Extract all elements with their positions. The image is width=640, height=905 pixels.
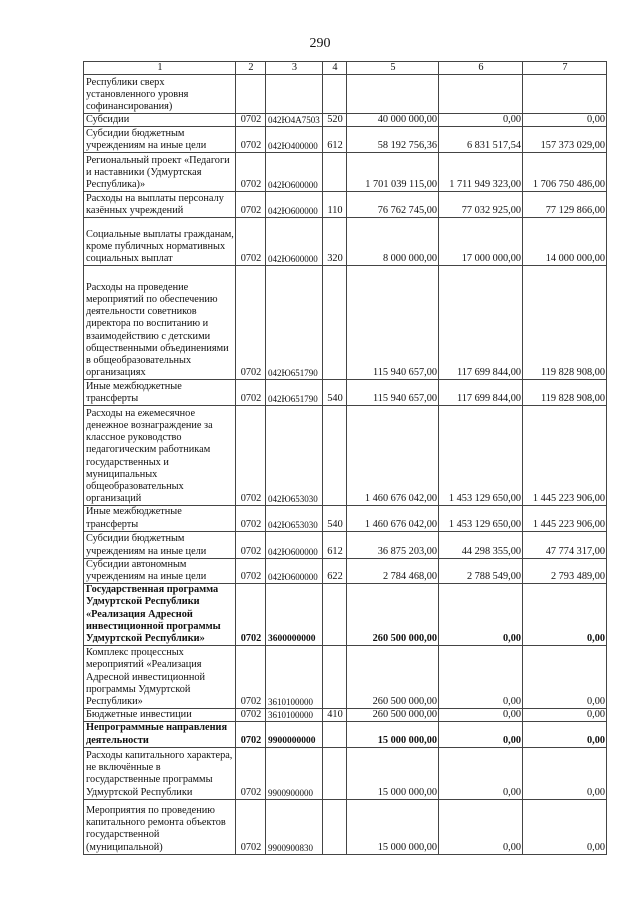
section-code: 0702: [236, 114, 266, 127]
row-name: Мероприятия по проведению капитального ремонта объектов государственной (муниципальной): [84, 799, 236, 854]
section-code: 0702: [236, 709, 266, 722]
table-row: [84, 584, 607, 646]
amount-col6: 0,00: [439, 114, 523, 127]
target-code: 042Ю600000: [266, 153, 323, 192]
amount-col5: 260 500 000,00: [347, 709, 439, 722]
amount-col7: 0,00: [523, 646, 607, 709]
section-code: 0702: [236, 747, 266, 799]
target-code: 042Ю600000: [266, 558, 323, 583]
table-row: [84, 646, 607, 709]
amount-col6: 0,00: [439, 584, 523, 646]
section-code: 0702: [236, 153, 266, 192]
expense-type: 320: [323, 218, 347, 266]
section-code: 0702: [236, 531, 266, 558]
amount-col7: 47 774 317,00: [523, 531, 607, 558]
amount-col6: 0,00: [439, 799, 523, 854]
table-row: [84, 114, 607, 127]
amount-col7: 0,00: [523, 114, 607, 127]
table-row: [84, 709, 607, 722]
expense-type: [323, 153, 347, 192]
expense-type: 110: [323, 192, 347, 218]
amount-col6: 17 000 000,00: [439, 218, 523, 266]
table-row: [84, 218, 607, 266]
table-row: [84, 192, 607, 218]
amount-col6: 1 453 129 650,00: [439, 406, 523, 506]
amount-col6: 2 788 549,00: [439, 558, 523, 583]
section-code: 0702: [236, 506, 266, 531]
section-code: 0702: [236, 192, 266, 218]
amount-col6: 1 711 949 323,00: [439, 153, 523, 192]
target-code: 3610100000: [266, 646, 323, 709]
amount-col7: 0,00: [523, 584, 607, 646]
target-code: 042Ю400000: [266, 127, 323, 153]
target-code: 9900900830: [266, 799, 323, 854]
row-name: Региональный проект «Педагоги и наставники (Удмуртская Республика)»: [84, 153, 236, 192]
table-row: [84, 153, 607, 192]
amount-col6: 6 831 517,54: [439, 127, 523, 153]
expense-type: 540: [323, 380, 347, 406]
target-code: 3600000000: [266, 584, 323, 646]
table-row: [84, 722, 607, 747]
row-name: Бюджетные инвестиции: [84, 709, 236, 722]
amount-col6: 1 453 129 650,00: [439, 506, 523, 531]
amount-col5: 1 460 676 042,00: [347, 506, 439, 531]
table-row: [84, 127, 607, 153]
expense-type: 540: [323, 506, 347, 531]
amount-col6: 0,00: [439, 646, 523, 709]
table-row: [84, 266, 607, 380]
expense-type: [323, 722, 347, 747]
amount-col7: 1 706 750 486,00: [523, 153, 607, 192]
amount-col5: 15 000 000,00: [347, 747, 439, 799]
amount-col7: 1 445 223 906,00: [523, 406, 607, 506]
row-name: Расходы на проведение мероприятий по обеспечению деятельности советников директора по воспитанию и взаимодействию с детскими общественными объединениями в общеобразовательных организациях: [84, 266, 236, 380]
target-code: 042Ю653030: [266, 506, 323, 531]
amount-col5: 36 875 203,00: [347, 531, 439, 558]
amount-col7: 2 793 489,00: [523, 558, 607, 583]
table-row: [84, 406, 607, 506]
expense-type: [323, 646, 347, 709]
row-name: Комплекс процессных мероприятий «Реализация Адресной инвестиционной программы Удмуртской Республики»: [84, 646, 236, 709]
amount-col5: [347, 75, 439, 114]
amount-col6: 0,00: [439, 709, 523, 722]
expense-type: [323, 799, 347, 854]
amount-col6: 77 032 925,00: [439, 192, 523, 218]
expense-type: [323, 266, 347, 380]
amount-col7: 119 828 908,00: [523, 266, 607, 380]
row-name: Расходы на выплаты персоналу казённых учреждений: [84, 192, 236, 218]
amount-col5: 115 940 657,00: [347, 266, 439, 380]
amount-col6: 117 699 844,00: [439, 380, 523, 406]
expense-type: 612: [323, 531, 347, 558]
expense-type: 520: [323, 114, 347, 127]
expense-type: 410: [323, 709, 347, 722]
row-name: Иные межбюджетные трансферты: [84, 380, 236, 406]
table-row: [84, 380, 607, 406]
col-header-3: 3: [266, 62, 323, 75]
amount-col5: 76 762 745,00: [347, 192, 439, 218]
amount-col6: [439, 75, 523, 114]
target-code: 042Ю600000: [266, 531, 323, 558]
amount-col6: 0,00: [439, 722, 523, 747]
amount-col5: 8 000 000,00: [347, 218, 439, 266]
row-name: Социальные выплаты гражданам, кроме публичных нормативных социальных выплат: [84, 218, 236, 266]
section-code: 0702: [236, 558, 266, 583]
row-name: Субсидии: [84, 114, 236, 127]
expense-type: 622: [323, 558, 347, 583]
row-name: Расходы капитального характера, не включённые в государственные программы Удмуртской Республики: [84, 747, 236, 799]
target-code: 3610100000: [266, 709, 323, 722]
col-header-1: 1: [84, 62, 236, 75]
expense-type: [323, 584, 347, 646]
target-code: 042Ю600000: [266, 218, 323, 266]
row-name: Непрограммные направления деятельности: [84, 722, 236, 747]
amount-col7: 1 445 223 906,00: [523, 506, 607, 531]
table-row: [84, 747, 607, 799]
row-name: Субсидии бюджетным учреждениям на иные цели: [84, 127, 236, 153]
amount-col5: 115 940 657,00: [347, 380, 439, 406]
col-header-4: 4: [323, 62, 347, 75]
target-code: 042Ю651790: [266, 380, 323, 406]
amount-col5: 260 500 000,00: [347, 646, 439, 709]
expense-type: [323, 75, 347, 114]
amount-col7: 0,00: [523, 722, 607, 747]
amount-col7: 0,00: [523, 747, 607, 799]
amount-col6: 44 298 355,00: [439, 531, 523, 558]
amount-col5: 2 784 468,00: [347, 558, 439, 583]
amount-col5: 58 192 756,36: [347, 127, 439, 153]
amount-col7: 119 828 908,00: [523, 380, 607, 406]
section-code: 0702: [236, 127, 266, 153]
row-name: Иные межбюджетные трансферты: [84, 506, 236, 531]
target-code: [266, 75, 323, 114]
amount-col7: 0,00: [523, 799, 607, 854]
table-row: [84, 558, 607, 583]
row-name: Государственная программа Удмуртской Республики «Реализация Адресной инвестиционной программы Удмуртской Республики»: [84, 584, 236, 646]
expense-type: 612: [323, 127, 347, 153]
section-code: 0702: [236, 406, 266, 506]
expense-type: [323, 406, 347, 506]
table-row: [84, 75, 607, 114]
table-header-row: [84, 62, 607, 75]
row-name: Республики сверх установленного уровня софинансирования): [84, 75, 236, 114]
target-code: 042Ю4А7503: [266, 114, 323, 127]
section-code: 0702: [236, 380, 266, 406]
section-code: [236, 75, 266, 114]
target-code: 9900900000: [266, 747, 323, 799]
row-name: Субсидии автономным учреждениям на иные цели: [84, 558, 236, 583]
target-code: 9900000000: [266, 722, 323, 747]
amount-col5: 1 701 039 115,00: [347, 153, 439, 192]
amount-col6: 117 699 844,00: [439, 266, 523, 380]
table-row: [84, 799, 607, 854]
table-row: [84, 506, 607, 531]
section-code: 0702: [236, 584, 266, 646]
target-code: 042Ю600000: [266, 192, 323, 218]
amount-col5: 15 000 000,00: [347, 722, 439, 747]
col-header-7: 7: [523, 62, 607, 75]
section-code: 0702: [236, 266, 266, 380]
amount-col7: 77 129 866,00: [523, 192, 607, 218]
col-header-2: 2: [236, 62, 266, 75]
page-number: 290: [309, 36, 331, 51]
amount-col7: 0,00: [523, 709, 607, 722]
target-code: 042Ю653030: [266, 406, 323, 506]
col-header-5: 5: [347, 62, 439, 75]
amount-col5: 260 500 000,00: [347, 584, 439, 646]
amount-col6: 0,00: [439, 747, 523, 799]
amount-col5: 1 460 676 042,00: [347, 406, 439, 506]
table-row: [84, 531, 607, 558]
row-name: Субсидии бюджетным учреждениям на иные цели: [84, 531, 236, 558]
target-code: 042Ю651790: [266, 266, 323, 380]
amount-col5: 15 000 000,00: [347, 799, 439, 854]
section-code: 0702: [236, 646, 266, 709]
amount-col7: 157 373 029,00: [523, 127, 607, 153]
section-code: 0702: [236, 799, 266, 854]
budget-table: [83, 61, 607, 855]
col-header-6: 6: [439, 62, 523, 75]
amount-col5: 40 000 000,00: [347, 114, 439, 127]
row-name: Расходы на ежемесячное денежное вознаграждение за классное руководство педагогическим работникам государственных и муниципальных общеобразовательных организаций: [84, 406, 236, 506]
section-code: 0702: [236, 722, 266, 747]
expense-type: [323, 747, 347, 799]
amount-col7: 14 000 000,00: [523, 218, 607, 266]
section-code: 0702: [236, 218, 266, 266]
amount-col7: [523, 75, 607, 114]
